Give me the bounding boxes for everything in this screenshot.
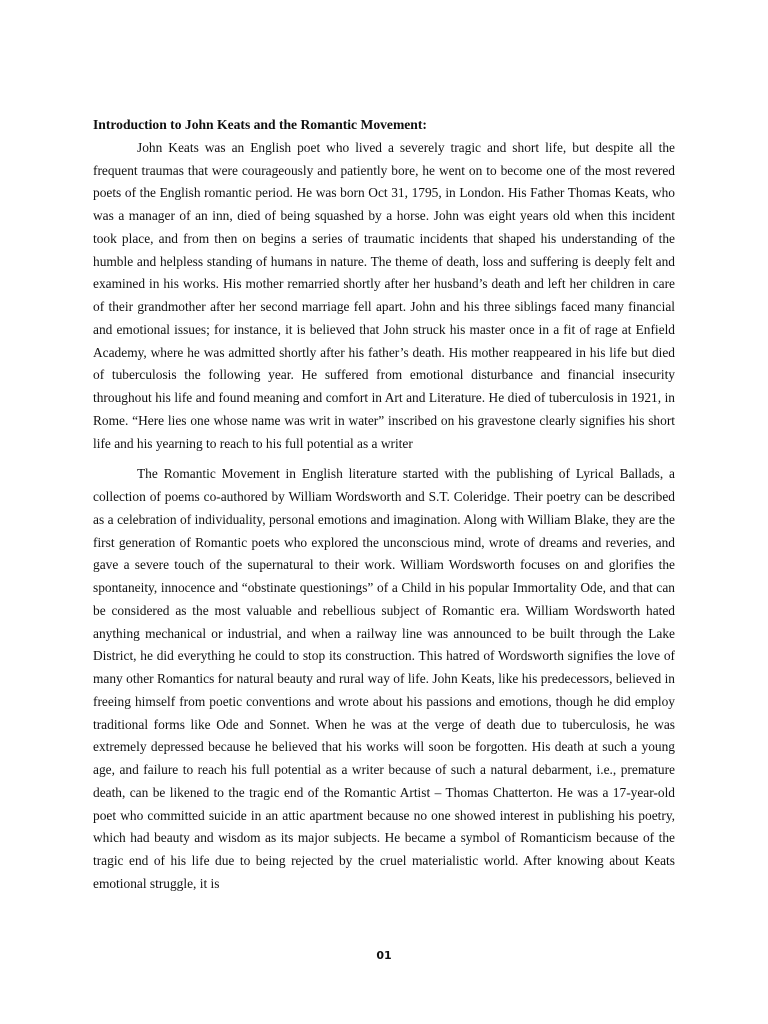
section-heading: Introduction to John Keats and the Romantic Movement:: [93, 117, 427, 132]
page-number: 01: [376, 949, 392, 962]
document-body: [93, 114, 675, 896]
paragraph-keats-biography: John Keats was an English poet who lived a severely tragic and short life, but despite all the frequent traumas that were courageously and patiently bore, he went on to become one of the most revered poets of the English romantic period. He was born Oct 31, 1795, in London. His Father Thomas Keats, who was a manager of an inn, died of being squashed by a horse. John was eight years old when this incident took place, and from then on begins a series of traumatic incidents that shaped his understanding of the humble and helpless standing of humans in nature. The theme of death, loss and suffering is deeply felt and examined in his works. His mother remarried shortly after her husband’s death and left her children in care of their grandmother after her second marriage fell apart. John and his three siblings faced many financial and emotional issues; for instance, it is believed that John struck his master once in a fit of rage at Enfield Academy, where he was admitted shortly after his father’s death. His mother reappeared in his life but died of tuberculosis the following year. He suffered from emotional disturbance and financial insecurity throughout his life and found meaning and comfort in Art and Literature. He died of tuberculosis in 1921, in Rome. “Here lies one whose name was writ in water” inscribed on his gravestone clearly signifies his short life and his yearning to reach to his full potential as a writer: [93, 139, 675, 451]
paragraph-romantic-movement: The Romantic Movement in English literature started with the publishing of Lyrical Ballads, a collection of poems co-authored by William Wordsworth and S.T. Coleridge. Their poetry can be described as a celebration of individuality, personal emotions and imagination. Along with William Blake, they are the first generation of Romantic poets who explored the unconscious mind, wrote of dreams and reveries, and gave a severe touch of the supernatural to their work. William Wordsworth focuses on and glorifies the spontaneity, innocence and “obstinate questionings” of a Child in his popular Immortality Ode, and that can be considered as the most valuable and rebellious subject of Romantic era. William Wordsworth hated anything mechanical or industrial, and when a railway line was announced to be built through the Lake District, he did everything he could to stop its construction. This hatred of Wordsworth signifies the love of many other Romantics for natural beauty and rural way of life. John Keats, like his predecessors, believed in freeing himself from poetic conventions and wrote about his passions and emotions, though he did employ traditional forms like Ode and Sonnet. When he was at the verge of death due to tuberculosis, he was extremely depressed because he believed that his works will soon be forgotten. His death at such a young age, and failure to reach his full potential as a writer because of such a natural debarment, i.e., premature death, can be likened to the tragic end of the Romantic Artist – Thomas Chatterton. He was a 17-year-old poet who committed suicide in an attic apartment because no one showed interest in publishing his poetry, which had beauty and wisdom as its major subjects. He became a symbol of Romanticism because of the tragic end of his life due to being rejected by the cruel materialistic world. After knowing about Keats emotional struggle, it is: [93, 466, 675, 891]
